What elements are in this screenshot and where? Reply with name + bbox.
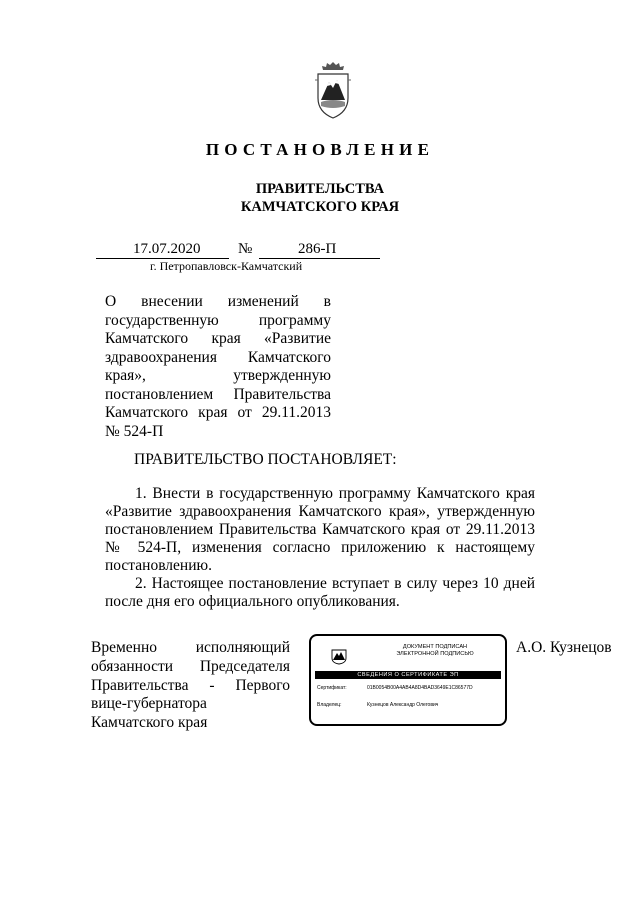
stamp-certificate-row (317, 685, 473, 691)
owner-value: Кузнецов Александр Олегович (367, 702, 439, 708)
document-type-title: ПОСТАНОВЛЕНИЕ (205, 140, 435, 159)
decree-heading: ПРАВИТЕЛЬСТВО ПОСТАНОВЛЯЕТ: (134, 451, 397, 468)
stamp-heading (379, 644, 491, 659)
document-subject: О внесении изменений в государственную программу Камчатского края «Развитие здравоохранения Камчатского края», утвержденную постановлением Правительства Камчатского края от 29.11.2013 № 524-П (105, 293, 331, 440)
issuer-line-1: ПРАВИТЕЛЬСТВА (255, 181, 385, 197)
electronic-signature-stamp (309, 634, 507, 726)
document-number: 286-П (298, 241, 337, 257)
stamp-certificate-bar: СВЕДЕНИЯ О СЕРТИФИКАТЕ ЭП (315, 671, 501, 679)
document-body (105, 485, 535, 611)
certificate-value: 01B0054B00A4AB4A8D4BAD3649E1C86577D (367, 685, 473, 691)
owner-label: Владелец: (317, 702, 342, 708)
issuer-organization (0, 180, 640, 216)
number-sign: № (238, 241, 253, 257)
certificate-label: Сертификат: (317, 685, 347, 691)
signer-position: Временно исполняющий обязанности Председателя Правительства - Первого вице-губернатора Камчатского края (91, 639, 290, 732)
emblem-small-icon (329, 648, 349, 665)
stamp-line-2: ЭЛЕКТРОННОЙ ПОДПИСЬЮ (396, 651, 474, 658)
issuer-line-2: КАМЧАТСКОГО КРАЯ (240, 199, 400, 215)
stamp-owner-row (317, 702, 438, 708)
city-of-issue: г. Петропавловск-Камчатский (150, 259, 303, 273)
coat-of-arms-icon (313, 60, 353, 120)
signer-name: А.О. Кузнецов (516, 639, 612, 656)
paragraph-2: 2. Настоящее постановление вступает в силу через 10 дней после дня его официального опубликования. (105, 575, 535, 610)
document-date: 17.07.2020 (133, 241, 201, 257)
stamp-line-1: ДОКУМЕНТ ПОДПИСАН (402, 644, 468, 650)
paragraph-1: 1. Внести в государственную программу Камчатского края «Развитие здравоохранения Камчатского края», утвержденную постановлением Правительства Камчатского края от 29.11.2013 № 524-П, изменения согласно приложению к настоящему постановлению. (105, 485, 535, 574)
